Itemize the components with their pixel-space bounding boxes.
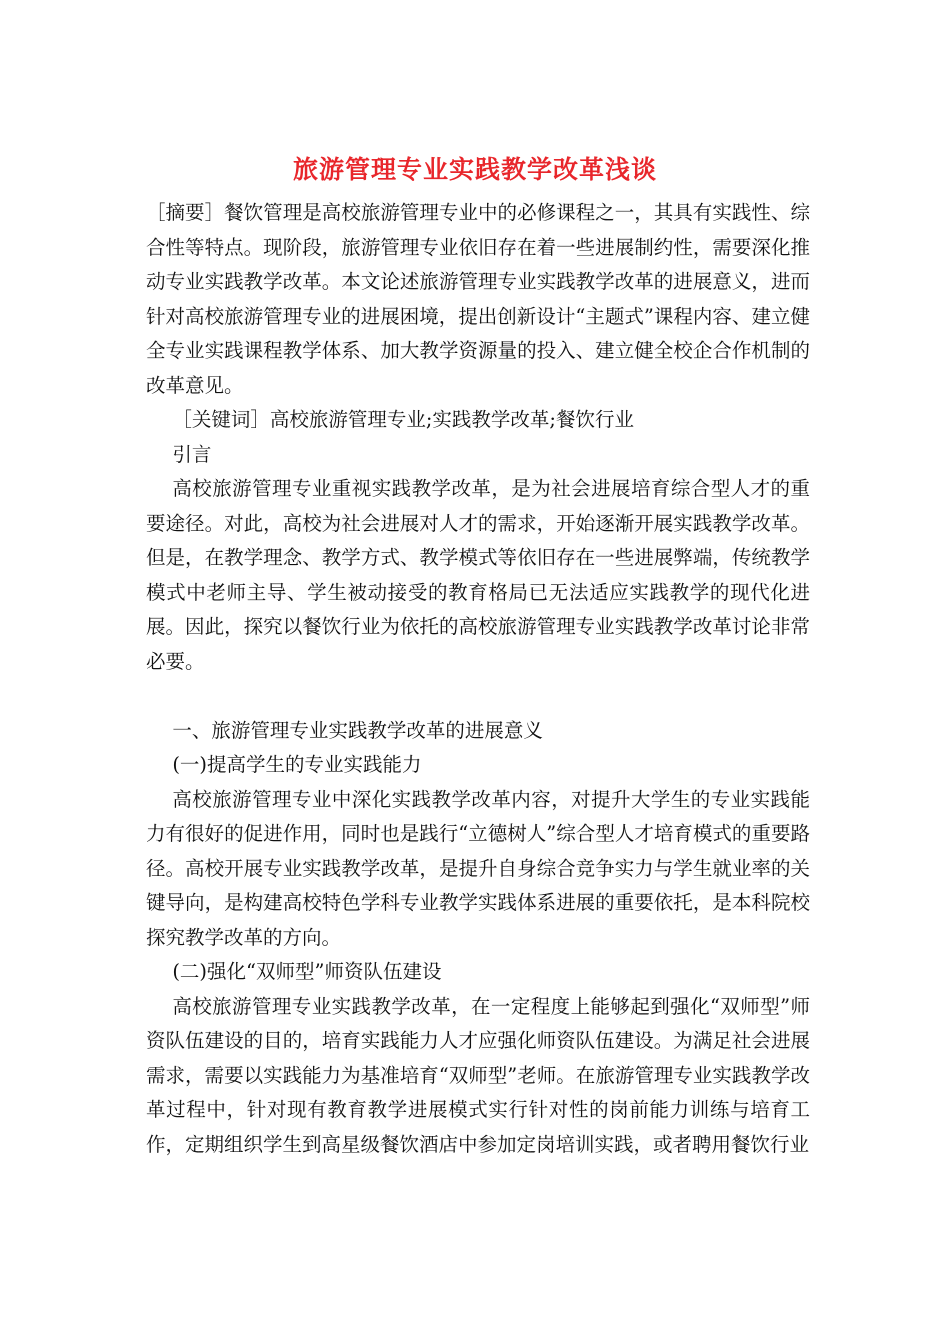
intro-paragraph: 高校旅游管理专业重视实践教学改革，是为社会进展培育综合型人才的重要途径。对此，高校为社会进展对人才的需求，开始逐渐开展实践教学改革。但是，在教学理念、教学方式、教学模式等依旧存在一些进展弊端，传统教学模式中老师主导、学生被动接受的教育格局已无法适应实践教学的现代化进展。因此，探究以餐饮行业为依托的高校旅游管理专业实践教学改革讨论非常必要。 <box>146 477 810 673</box>
paragraph-spacer <box>146 679 810 714</box>
intro-heading: 引言 <box>172 442 212 466</box>
document-title: 旅游管理专业实践教学改革浅谈 <box>292 155 657 184</box>
keywords-paragraph: ［关键词］高校旅游管理专业;实践教学改革;餐饮行业 <box>172 408 634 431</box>
abstract-paragraph: ［摘要］餐饮管理是高校旅游管理专业中的必修课程之一，其具有实践性、综合性等特点。现阶段，旅游管理专业依旧存在着一些进展制约性，需要深化推动专业实践教学改革。本文论述旅游管理专业实践教学改革的进展意义，进而针对高校旅游管理专业的进展困境，提出创新设计“主题式”课程内容、建立健全专业实践课程教学体系、加大教学资源量的投入、建立健全校企合作机制的改革意见。 <box>146 201 810 397</box>
section-heading: 一、旅游管理专业实践教学改革的进展意义 <box>172 718 543 742</box>
subsection-paragraph: 高校旅游管理专业实践教学改革，在一定程度上能够起到强化“双师型”师资队伍建设的目的，培育实践能力人才应强化师资队伍建设。为满足社会进展需求，需要以实践能力为基准培育“双师型”老师。在旅游管理专业实践教学改革过程中，针对现有教育教学进展模式实行针对性的岗前能力训练与培育工作，定期组织学生到高星级餐饮酒店中参加定岗培训实践，或者聘用餐饮行业 <box>146 994 810 1156</box>
subsection-heading: (二)强化“双师型”师资队伍建设 <box>172 960 442 983</box>
subsection-heading: (一)提高学生的专业实践能力 <box>172 753 422 776</box>
subsection-paragraph: 高校旅游管理专业中深化实践教学改革内容，对提升大学生的专业实践能力有很好的促进作用，同时也是践行“立德树人”综合型人才培育模式的重要路径。高校开展专业实践教学改革，是提升自身综合竞争实力与学生就业率的关键导向，是构建高校特色学科专业教学实践体系进展的重要依托，是本科院校探究教学改革的方向。 <box>146 787 810 949</box>
document-body <box>146 196 810 1162</box>
